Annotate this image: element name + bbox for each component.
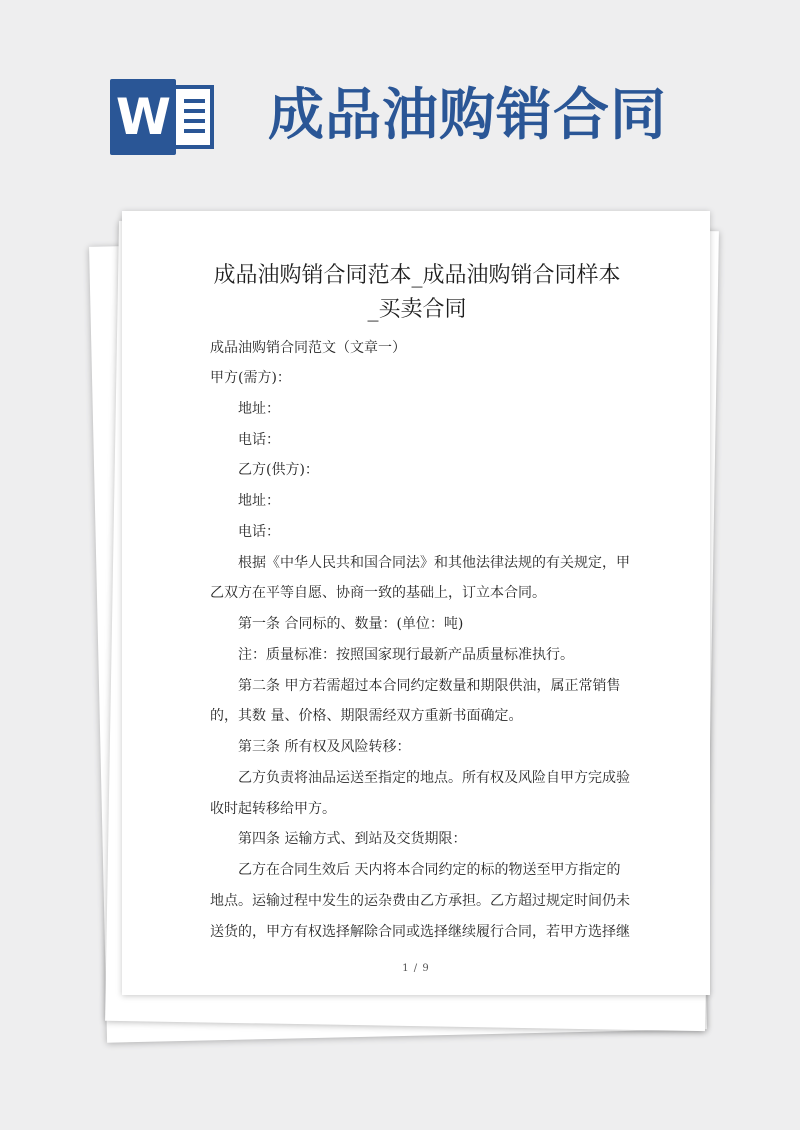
body-line: 根据《中华人民共和国合同法》和其他法律法规的有关规定，甲 — [238, 555, 630, 571]
word-icon — [110, 79, 214, 155]
document-title-line-2: _买卖合同 — [367, 297, 467, 322]
document-title — [182, 259, 652, 327]
body-line: 成品油购销合同范文（文章一） — [210, 340, 406, 356]
body-line: 第一条 合同标的、数量：(单位：吨) — [238, 616, 464, 632]
body-line: 第四条 运输方式、到站及交货期限： — [238, 831, 467, 847]
header-title: 成品油购销合同 — [268, 83, 667, 148]
body-line: 的，其数 量、价格、期限需经双方重新书面确定。 — [210, 708, 523, 724]
body-line: 电话： — [238, 432, 280, 448]
document-title-line-1: 成品油购销合同范本_成品油购销合同样本 — [213, 263, 621, 288]
body-line: 电话： — [238, 524, 280, 540]
body-line: 乙方(供方)： — [238, 462, 319, 478]
body-line: 乙方负责将油品运送至指定的地点。所有权及风险自甲方完成验 — [238, 770, 630, 786]
body-line: 注：质量标准：按照国家现行最新产品质量标准执行。 — [238, 647, 574, 663]
document-page — [122, 211, 710, 995]
body-line: 第二条 甲方若需超过本合同约定数量和期限供油，属正常销售 — [238, 678, 621, 694]
body-line: 地点。运输过程中发生的运杂费由乙方承担。乙方超过规定时间仍未 — [210, 893, 630, 909]
body-line: 收时起转移给甲方。 — [210, 801, 336, 817]
word-letter: W — [110, 79, 176, 155]
body-line: 乙方在合同生效后 天内将本合同约定的标的物送至甲方指定的 — [238, 862, 621, 878]
body-line: 第三条 所有权及风险转移： — [238, 739, 411, 755]
page-number: 1 / 9 — [402, 963, 430, 974]
body-line: 地址： — [238, 401, 280, 417]
body-line: 乙双方在平等自愿、协商一致的基础上，订立本合同。 — [210, 585, 546, 601]
body-line: 甲方(需方)： — [210, 370, 291, 386]
body-line: 送货的，甲方有权选择解除合同或选择继续履行合同，若甲方选择继 — [210, 924, 630, 940]
header-banner — [0, 0, 800, 200]
body-line: 地址： — [238, 493, 280, 509]
